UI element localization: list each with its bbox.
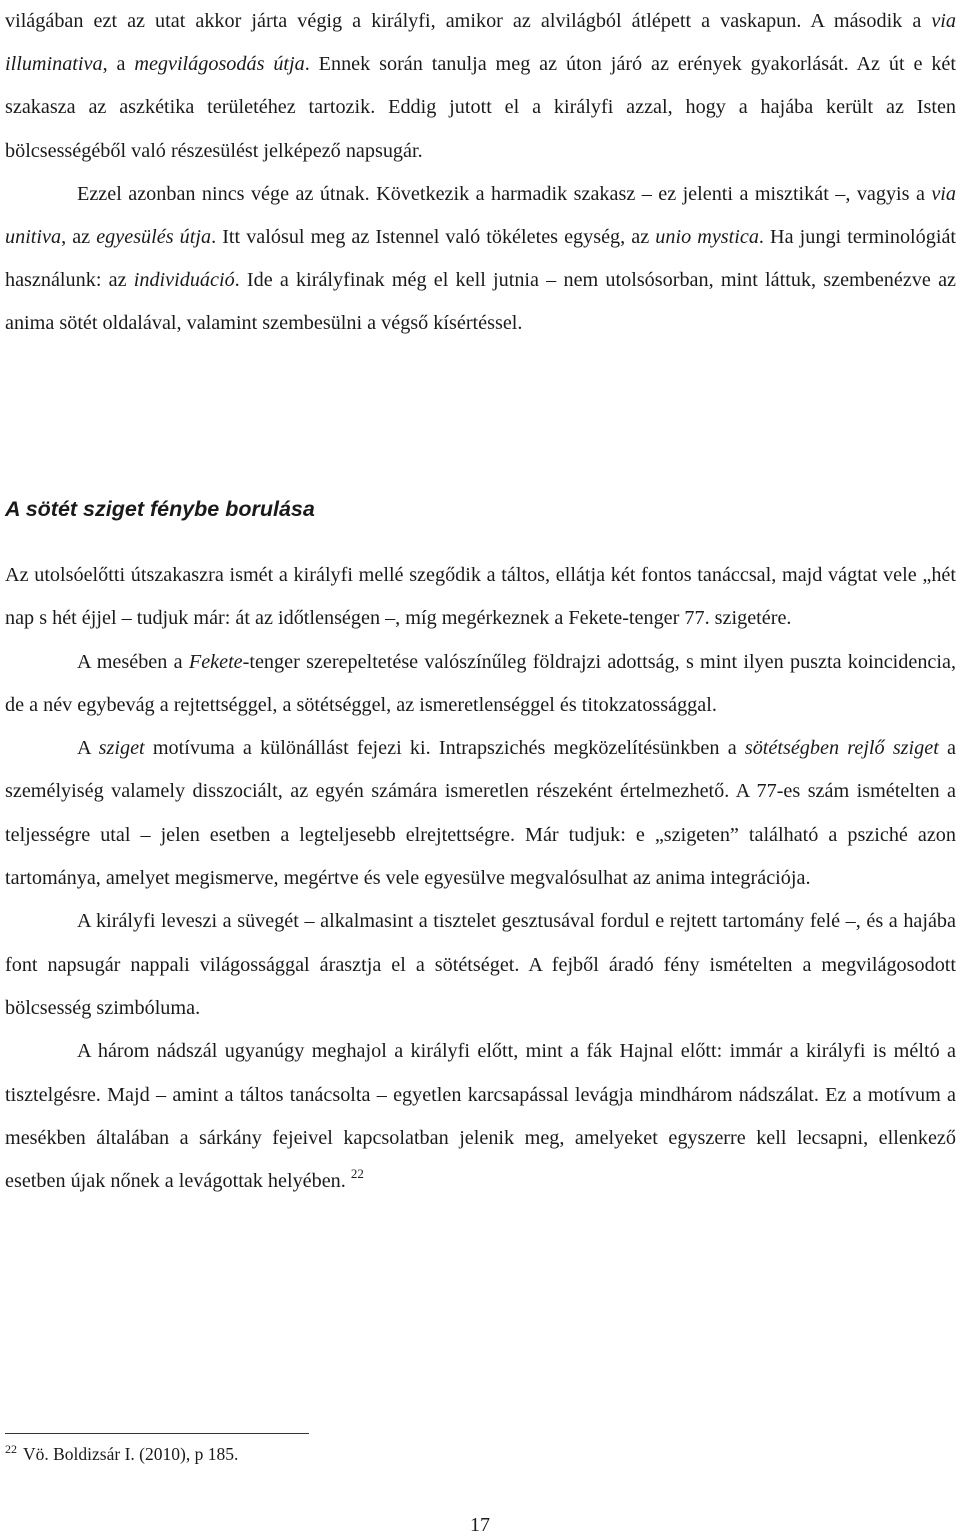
- text-run: . Ennek során tanulja meg az úton járó az erények gyakorlását. Az út e két szakasza az aszkétika területéhez tartozik. Eddig jutott el a királyfi azzal, hogy a hajába került az Isten bölcsességéből való részesülést jelképező napsugár.: [5, 53, 956, 162]
- paragraph-black-sea: [5, 641, 956, 728]
- section-heading: A sötét sziget fénybe borulása: [5, 497, 315, 521]
- italic-term: individuáció: [133, 269, 235, 292]
- italic-term: egyesülés útja: [96, 226, 212, 249]
- text-run: A három nádszál ugyanúgy meghajol a királyfi előtt, mint a fák Hajnal előtt: immár a királyfi is méltó a tisztelgésre. Majd – amint a táltos tanácsolta – egyetlen karcsapással levágja mindhárom nádszálat. Ez a motívum a mesékben általában a sárkány fejeivel kapcsolatban jelenik meg, amelyeket egyszerre kell lecsapni, ellenkező esetben újak nőnek a levágottak helyében.: [5, 1040, 956, 1193]
- paragraph-sunbeam: [5, 900, 956, 1030]
- text-block-section: [5, 554, 956, 1204]
- italic-term: unio mystica: [655, 226, 759, 249]
- text-run: . Ha jungi terminológiát használunk: az: [5, 226, 957, 292]
- text-run: -tenger szerepeltetése valószínűleg földrajzi adottság, s mint ilyen puszta koincidencia, de a név egybevág a rejtettséggel, a sötétséggel, az ismeretlenséggel és titokzatossággal.: [5, 650, 956, 716]
- text-run: Ezzel azonban nincs vége az útnak. Következik a harmadik szakasz – ez jelenti a misztikát –, vagyis a: [77, 182, 932, 205]
- text-run: Az utolsóelőtti útszakaszra ismét a királyfi mellé szegődik a táltos, ellátja két fontos tanáccsal, majd vágtat vele „hét nap s hét éjjel – tudjuk már: át az időtlenségen –, míg megérkeznek a Fekete-tenger 77. szigetére.: [5, 564, 956, 630]
- text-run: , az: [61, 226, 97, 249]
- paragraph-journey: [5, 554, 956, 641]
- paragraph-island-motif: [5, 727, 956, 900]
- text-run: A mesében a: [77, 650, 189, 673]
- text-run: motívuma a különállást fejezi ki. Intrapszichés megközelítésünkben a: [144, 737, 745, 760]
- italic-term: via unitiva: [5, 182, 956, 249]
- text-run: A királyfi leveszi a süvegét – alkalmasint a tisztelet gesztusával fordul e rejtett tartomány felé –, és a hajába font napsugár nappali világossággal árasztja el a sötétséget. A fejből áradó fény ismételten a megvilágosodott bölcsesség szimbóluma.: [5, 910, 956, 1019]
- text-run: , a: [102, 53, 135, 76]
- footnote-reference[interactable]: 22: [350, 1166, 364, 1182]
- paragraph-mystic-way: [5, 173, 956, 346]
- text-run: a személyiség valamely disszociált, az egyén számára ismeretlen részeként értelmezhető. A 77-es szám ismételten a teljességre utal – jelen esetben a legteljesebb elrejtettségre. Már tudjuk: e „szigeten” található a psziché azon tartománya, amelyet megismerve, megértve és vele egyesülve megvalósulhat az anima integrációja.: [5, 737, 956, 890]
- footnote-text: Vö. Boldizsár I. (2010), p 185.: [23, 1444, 239, 1464]
- italic-term: megvilágosodás útja: [134, 53, 305, 76]
- italic-term: sötétségben rejlő sziget: [744, 737, 939, 760]
- paragraph-reeds: [5, 1030, 956, 1204]
- paragraph-reeds-text: [5, 1040, 956, 1192]
- italic-term: via illuminativa: [5, 10, 956, 76]
- text-run: világában ezt az utat akkor járta végig a királyfi, amikor az alvilágból átlépett a vaskapun. A második a: [5, 10, 932, 32]
- paragraph-continuation: [5, 0, 956, 173]
- text-run: . Ide a királyfinak még el kell jutnia – nem utolsósorban, mint láttuk, szembenézve az anima sötét oldalával, valamint szembesülni a végső kísértéssel.: [5, 269, 956, 335]
- text-block-top: [5, 0, 956, 346]
- page-number: 17: [470, 1514, 490, 1536]
- footnote-number: 22: [5, 1442, 17, 1456]
- text-run: A: [77, 737, 99, 760]
- footnote-divider: [5, 1433, 309, 1434]
- italic-term: sziget: [98, 737, 145, 760]
- footnote: [5, 1440, 238, 1470]
- italic-term: Fekete: [188, 650, 243, 673]
- text-run: . Itt valósul meg az Istennel való tökéletes egység, az: [211, 226, 656, 249]
